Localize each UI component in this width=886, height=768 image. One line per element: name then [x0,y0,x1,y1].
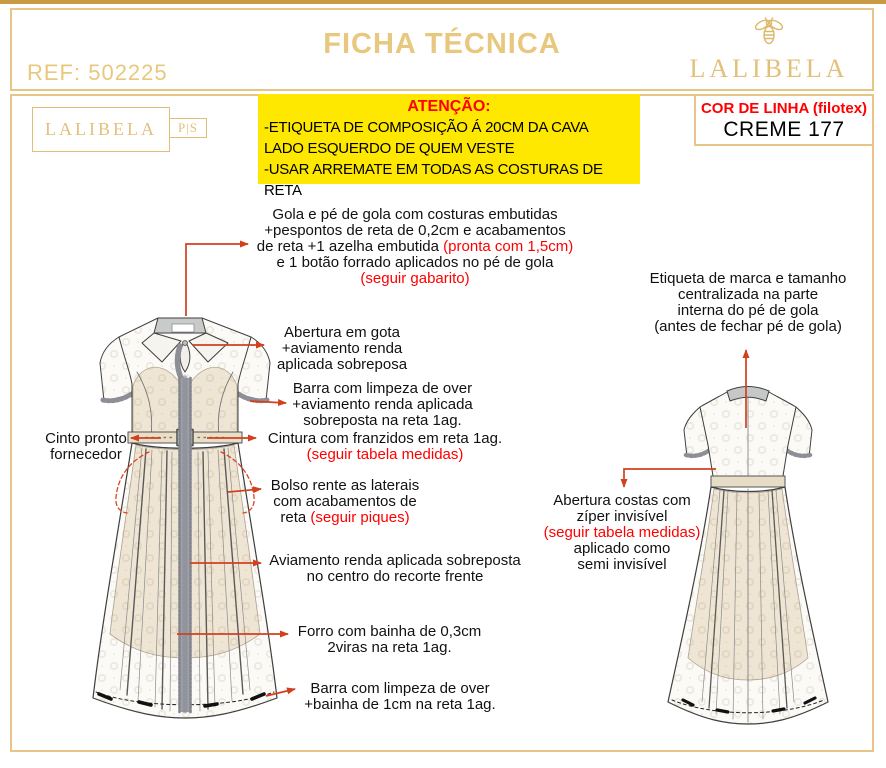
attention-line: -USAR ARREMATE EM TODAS AS COSTURAS DE RETA [264,161,603,199]
bee-icon [752,14,786,48]
annotation-line: +aviamento renda [281,340,403,357]
size-label-box [169,118,207,138]
annotation-line: Cintura com franzidos em reta 1ag. [267,430,503,447]
thread-color-value: CREME 177 [723,118,845,141]
top-accent-bar [0,0,886,4]
attention-box [258,94,640,199]
attention-title: ATENÇÃO: [407,98,491,115]
annotation-line: no centro do recorte frente [306,568,484,585]
annotation-collar [250,207,580,287]
annotation-sleeve-hem [285,381,480,429]
reference-number: REF: 502225 [27,60,168,85]
annotation-center-lace [264,553,526,585]
annotation-line: Abertura costas com [553,492,691,509]
annotation-line: Gola e pé de gola com costuras embutidas [272,206,558,223]
brand-label-box [32,107,170,152]
annotation-line: aplicado como [573,540,671,557]
front-dress-sketch [93,318,277,718]
annotation-line: Aviamento renda aplicada sobreposta [269,552,521,569]
annotation-lining-hem [297,624,482,656]
annotation-back-zipper [540,493,704,573]
collar-label [172,324,194,332]
annotation-line: sobreposta na reta 1ag. [303,412,462,429]
annotation-line: Etiqueta de marca e tamanho [649,270,847,287]
annotation-line: +aviamento renda aplicada [292,396,473,413]
annotation-line: semi invisível [577,556,667,573]
annotation-line: centralizada na parte [677,286,819,303]
annotation-belt [40,431,132,463]
arrow-collar [186,244,248,316]
brand-label: LALIBELA [45,119,157,139]
annotation-line: (seguir tabela medidas) [306,446,464,463]
annotation-line: (antes de fechar pé de gola) [654,318,842,335]
annotation-pocket [270,478,420,526]
annotation-line: Bolso rente as laterais [270,477,420,494]
arrow-back-zipper [624,469,716,487]
annotation-brand-label [646,271,850,335]
annotation-line: Barra com limpeza de over [292,380,473,397]
annotation-line: Abertura em gota [284,324,400,341]
annotation-line: e 1 botão forrado aplicados no pé de gola [276,254,554,271]
annotation-line: zíper invisível [576,508,668,525]
annotation-line: de reta +1 azelha embutida (pronta com 1,5cm) [256,238,574,255]
size-label: P|S [177,120,199,135]
annotation-line: fornecedor [50,446,122,463]
annotation-line: Cinto pronto [45,430,127,447]
annotation-waist [260,431,510,463]
annotation-line: reta (seguir piques) [280,509,410,526]
annotation-line: +pespontos de reta de 0,2cm e acabamentos [264,222,566,239]
back-waistband [711,476,785,487]
attention-line: LADO ESQUERDO DE QUEM VESTE [264,140,515,157]
annotation-line: (seguir gabarito) [360,270,470,287]
annotation-teardrop-opening [276,325,408,373]
annotation-line: Forro com bainha de 0,3cm [297,623,482,640]
thread-color-label: COR DE LINHA (filotex) [700,100,868,117]
annotation-line: Barra com limpeza de over [310,680,490,697]
annotation-line: 2viras na reta 1ag. [327,639,452,656]
thread-color-box [694,94,874,146]
header [10,8,874,91]
annotation-line: interna do pé de gola [677,302,819,319]
attention-line: -ETIQUETA DE COMPOSIÇÃO Á 20CM DA CAVA [264,119,589,136]
brand-name: LALIBELA [689,54,849,83]
annotation-line: aplicada sobreposa [276,356,408,373]
annotation-line: (seguir tabela medidas) [543,524,701,541]
annotation-line: +bainha de 1cm na reta 1ag. [304,696,496,713]
annotation-line: com acabamentos de [273,493,417,510]
page-title: FICHA TÉCNICA [323,28,561,60]
annotation-skirt-hem [300,681,500,713]
brand-logo [680,14,858,84]
